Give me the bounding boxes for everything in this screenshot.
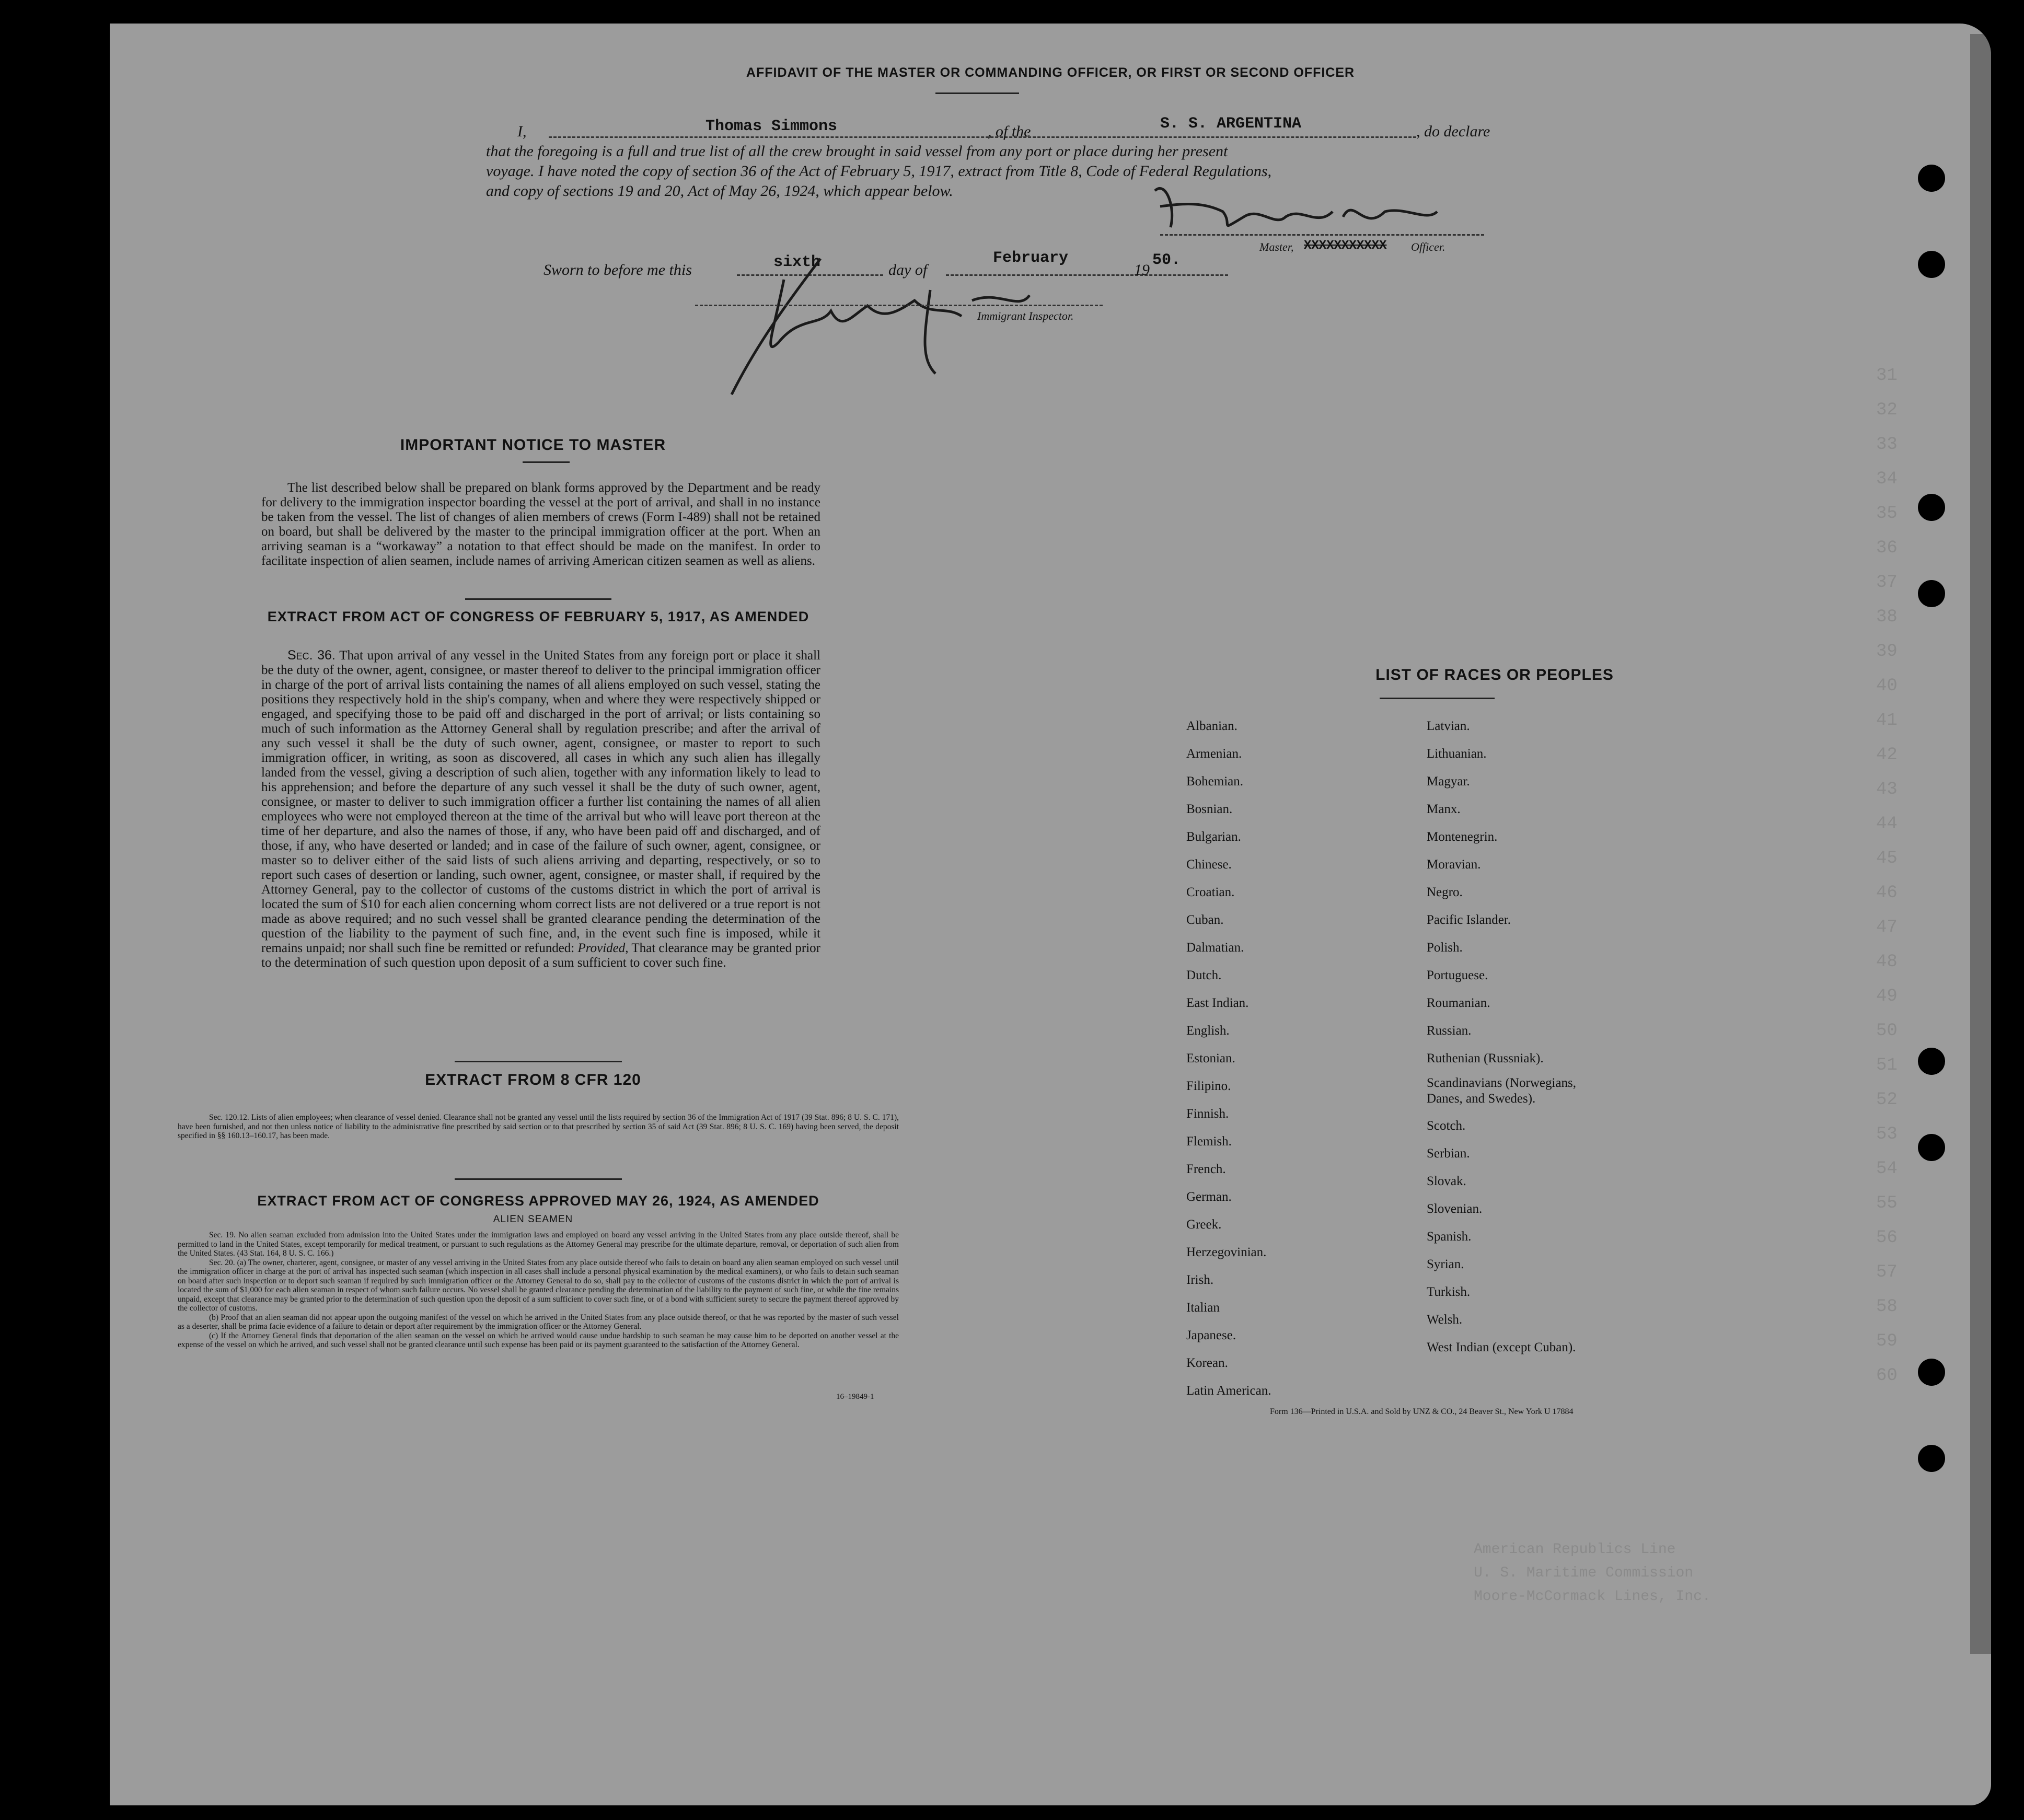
year-suffix-value: 50. — [1152, 251, 1181, 269]
affidavit-line-4: and copy of sections 19 and 20, Act of May 26, 1924, which appear below. — [486, 182, 953, 200]
affidavit-line-3: voyage. I have noted the copy of section 36 of the Act of February 5, 1917, extract from Title 8, Code of Federal Regulations, — [486, 163, 1272, 180]
race-item: Negro. — [1427, 885, 1463, 899]
bleed-row-number: 55 — [1876, 1193, 1898, 1213]
bleed-row-number: 59 — [1876, 1331, 1898, 1351]
punch-hole — [1918, 1048, 1945, 1075]
race-item: Estonian. — [1186, 1051, 1235, 1065]
punch-hole — [1918, 251, 1945, 278]
bleed-row-number: 58 — [1876, 1297, 1898, 1317]
bleed-row-number: 43 — [1876, 780, 1898, 799]
race-item: Dalmatian. — [1186, 941, 1244, 955]
race-item: Bosnian. — [1186, 802, 1233, 816]
race-item: Bohemian. — [1186, 774, 1244, 789]
punch-hole — [1918, 1445, 1945, 1472]
race-item: Spanish. — [1427, 1230, 1472, 1244]
bleed-row-number: 45 — [1876, 849, 1898, 868]
punch-hole — [1918, 1134, 1945, 1161]
struck-title: XXXXXXXXXXX — [1304, 239, 1387, 253]
document-page — [110, 24, 1991, 1805]
race-item: Filipino. — [1186, 1079, 1231, 1093]
race-item: Manx. — [1427, 802, 1461, 816]
bleed-row-number: 56 — [1876, 1228, 1898, 1248]
bleed-row-number: 50 — [1876, 1021, 1898, 1041]
race-item: Cuban. — [1186, 913, 1224, 927]
bleed-stamp-line: American Republics Line — [1474, 1541, 1676, 1558]
race-item: Welsh. — [1427, 1313, 1463, 1327]
race-item: Dutch. — [1186, 968, 1222, 982]
race-item: Roumanian. — [1427, 996, 1490, 1010]
form-footer: Form 136—Printed in U.S.A. and Sold by UNZ & CO., 24 Beaver St., New York U 17884 — [1270, 1407, 1574, 1416]
race-item: Bulgarian. — [1186, 830, 1241, 844]
act1924-sec20b: (b) Proof that an alien seaman did not appear upon the outgoing manifest of the vessel on which he arrived in the United States from any place outside thereof, or that he was reported by the master of such vessel as a deserter, shall be prima facie evidence of a failure to detain or deport after requirement by the immigration officer or the Attorney General. — [178, 1313, 899, 1331]
act1917-body-a: That upon arrival of any vessel in the United States from any foreign port or place it shall be the duty of the owner, agent, consignee, or master thereof to deliver to the principal immigration officer in charge of the port of arrival lists containing the names of all aliens employed on such vessel, stating the positions they respectively hold in the ship's company, when and where they were respectively shipped or engaged, and specifying those to be paid off and discharged in the port of arrival; or lists containing so much of such information as the Attorney General shall by regulation prescribe; and after the arrival of any such vessel it shall be the duty of such owner, agent, consignee, or master to report to such immigration officer, in writing, as soon as discovered, all cases in which any such alien has illegally landed from the vessel, giving a description of such alien, together with any information likely to lead to his apprehension; and before the departure of any such vessel it shall be the duty of such owner, agent, consignee, or master to deliver to such immigration officer a further list containing the names of all alien employees who were not employed thereon at the time of the arrival but who will leave port thereon at the time of her departure, and also the names of those, if any, who have been paid off and discharged, and of those, if any, who have deserted or landed; and in case of the failure of such owner, agent, consignee, or master so to deliver either of the said lists of such aliens arriving and departing, respectively, or so to report such cases of desertion or landing, such owner, agent, consignee, or master shall, if required by the Attorney General, pay to the collector of customs of the customs district in which the port of arrival is located the sum of $10 for each alien concerning whom correct lists are not delivered or a true report is not made as above required; and no such vessel shall be granted clearance pending the determination of the question of the liability to the payment of such fine, and, in the event such fine is imposed, while it remains unpaid; nor shall such fine be remitted or refunded: — [261, 648, 820, 955]
race-scandinavians — [1427, 1072, 1576, 1112]
race-item: Ruthenian (Russniak). — [1427, 1051, 1544, 1065]
day-of-label: day of — [888, 261, 928, 279]
year-prefix: 19 — [1134, 261, 1150, 279]
cfr-heading: EXTRACT FROM 8 CFR 120 — [425, 1071, 641, 1088]
race-item: Montenegrin. — [1427, 830, 1498, 844]
race-item: East Indian. — [1186, 996, 1249, 1010]
master-signature — [1144, 175, 1479, 248]
race-item: Russian. — [1427, 1024, 1472, 1038]
master-label: Master, — [1259, 240, 1294, 253]
bleed-row-number: 54 — [1876, 1159, 1898, 1179]
act1917-section-label: Sec. 36. — [287, 648, 336, 663]
punch-hole — [1918, 165, 1945, 192]
race-item: Italian — [1186, 1301, 1220, 1315]
races-column-2 — [1427, 712, 1576, 1361]
bleed-row-number: 36 — [1876, 538, 1898, 558]
race-item: Chinese. — [1186, 857, 1232, 872]
bleed-row-number: 31 — [1876, 366, 1898, 386]
race-item: Latin American. — [1186, 1384, 1271, 1398]
bleed-row-number: 40 — [1876, 676, 1898, 696]
race-item: English. — [1186, 1024, 1230, 1038]
act1924-body — [178, 1231, 899, 1350]
cfr-divider — [455, 1178, 622, 1180]
notice-divider — [465, 598, 611, 600]
race-item: Korean. — [1186, 1356, 1228, 1370]
vessel-name-value: S. S. ARGENTINA — [1160, 115, 1302, 133]
race-item: Slovenian. — [1427, 1202, 1483, 1216]
race-item: Croatian. — [1186, 885, 1235, 899]
bleed-stamp-line: U. S. Maritime Commission — [1474, 1565, 1694, 1581]
race-item: Japanese. — [1186, 1328, 1236, 1342]
act1917-body-b: That clearance may be granted prior to the determination of such question upon deposit of a sum sufficient to cover such fine. — [261, 941, 821, 970]
race-item: Finnish. — [1186, 1107, 1229, 1121]
races-heading: LIST OF RACES OR PEOPLES — [1375, 666, 1614, 683]
races-rule — [1380, 698, 1495, 699]
act1924-heading: EXTRACT FROM ACT OF CONGRESS APPROVED MAY 26, 1924, AS AMENDED — [257, 1193, 819, 1209]
race-item: Lithuanian. — [1427, 747, 1487, 761]
sworn-month-value: February — [993, 249, 1069, 267]
races-column-2a — [1427, 712, 1576, 1072]
master-name-value: Thomas Simmons — [705, 118, 838, 135]
race-item: West Indian (except Cuban). — [1427, 1340, 1576, 1354]
bleed-row-number: 49 — [1876, 987, 1898, 1006]
bleed-row-number: 47 — [1876, 918, 1898, 937]
notice-rule — [523, 461, 570, 463]
bleed-row-number: 44 — [1876, 814, 1898, 834]
act1917-provided: Provided, — [577, 941, 629, 955]
inspector-label: Immigrant Inspector. — [977, 309, 1074, 322]
race-item: Turkish. — [1427, 1285, 1471, 1299]
cfr-text: Sec. 120.12. Lists of alien employees; when clearance of vessel denied. Clearance shall not be granted any vessel until the lists required by section 36 of the Immigration Act of 1917 (39 Stat. 896; 8 U. S. C. 171), have been furnished, and not then unless notice of liability to the administrative fine prescribed by said section or to that prescribed by section 35 of said Act (39 Stat. 896; 8 U. S. C. 169) having been served, the deposit specified in §§ 160.13–160.17, has been made. — [178, 1113, 899, 1140]
race-item: Polish. — [1427, 941, 1463, 955]
bleed-row-number: 39 — [1876, 642, 1898, 662]
notice-heading: IMPORTANT NOTICE TO MASTER — [400, 436, 666, 454]
race-item: Portuguese. — [1427, 968, 1488, 982]
race-item: Pacific Islander. — [1427, 913, 1511, 927]
bleed-stamp-line: Moore-McCormack Lines, Inc. — [1474, 1589, 1711, 1605]
act1917-divider — [455, 1061, 622, 1062]
act1924-sec19: Sec. 19. No alien seaman excluded from admission into the United States under the immigration laws and employed on board any vessel arriving in the United States from any place outside thereof, shall be permitted to land in the United States, except temporarily for medical treatment, or pursuant to such regulations as the Attorney General may prescribe for the ultimate departure, removal, or deportation of such alien from the United States. (43 Stat. 164, 8 U. S. C. 166.) — [178, 1231, 899, 1258]
affidavit-i: I, — [517, 123, 527, 140]
bleed-row-number: 34 — [1876, 469, 1898, 489]
do-declare-label: , do declare — [1416, 123, 1490, 140]
race-item: Slovak. — [1427, 1174, 1466, 1188]
bleed-row-number: 57 — [1876, 1262, 1898, 1282]
bleed-row-number: 52 — [1876, 1090, 1898, 1110]
race-item: German. — [1186, 1190, 1232, 1204]
race-item: Armenian. — [1186, 747, 1242, 761]
race-scandinavians-line2: Danes, and Swedes). — [1427, 1092, 1536, 1106]
bleed-row-number: 60 — [1876, 1366, 1898, 1386]
race-item: Magyar. — [1427, 774, 1470, 789]
bleed-row-number: 32 — [1876, 400, 1898, 420]
punch-hole — [1918, 494, 1945, 521]
notice-text: The list described below shall be prepared on blank forms approved by the Department and be ready for delivery to the immigration inspector boarding the vessel at the port of arrival, and shall in no instance be taken from the vessel. The list of changes of alien members of crews (Form I-489) shall not be retained on board, but shall be delivered by the master to the principal immigration officer at the port. When an arriving seaman is a “workaway” a notation to that effect should be made on the manifest. In order to facilitate inspection of alien seamen, include names of arriving American citizen seamen as well as aliens. — [261, 481, 820, 568]
race-item: Greek. — [1186, 1218, 1222, 1232]
race-item: Herzegovinian. — [1186, 1245, 1267, 1259]
heading-rule — [935, 92, 1019, 94]
race-item: Scotch. — [1427, 1119, 1466, 1133]
race-item: Syrian. — [1427, 1257, 1464, 1271]
bleed-row-number: 46 — [1876, 883, 1898, 903]
inspector-underline — [695, 305, 1103, 306]
races-column-2b — [1427, 1112, 1576, 1361]
bleed-row-number: 37 — [1876, 573, 1898, 593]
of-the-label: , of the — [988, 123, 1031, 140]
vessel-underline — [1061, 136, 1416, 138]
page-edge-shadow — [1970, 34, 1991, 1654]
bleed-row-number: 48 — [1876, 952, 1898, 972]
bleed-row-number: 51 — [1876, 1056, 1898, 1075]
master-underline — [1160, 234, 1484, 236]
act1917-heading: EXTRACT FROM ACT OF CONGRESS OF FEBRUARY 5, 1917, AS AMENDED — [267, 609, 809, 624]
officer-label: Officer. — [1411, 240, 1445, 253]
act1924-subheading: ALIEN SEAMEN — [493, 1214, 573, 1225]
race-item: Irish. — [1186, 1273, 1214, 1287]
bleed-row-number: 42 — [1876, 745, 1898, 765]
punch-hole — [1918, 580, 1945, 607]
bleed-row-number: 53 — [1876, 1125, 1898, 1144]
act1917-text — [261, 648, 820, 970]
race-item: Serbian. — [1427, 1146, 1470, 1161]
race-item: Flemish. — [1186, 1134, 1232, 1149]
race-item: Latvian. — [1427, 719, 1470, 733]
act1924-sec20c: (c) If the Attorney General finds that deportation of the alien seaman on the vessel on which he arrived would cause undue hardship to such seaman he may cause him to be deported on another vessel at the expense of the vessel on which he arrived, and such vessel shall not be granted clearance until such expense has been paid or its payment guaranteed to the satisfaction of the Attorney General. — [178, 1331, 899, 1349]
bleed-row-number: 41 — [1876, 711, 1898, 731]
act1924-form-number: 16–19849-1 — [836, 1393, 874, 1401]
affidavit-line-2: that the foregoing is a full and true list of all the crew brought in said vessel from any port or place during her present — [486, 143, 1228, 160]
bleed-row-number: 35 — [1876, 504, 1898, 524]
bleed-row-number: 38 — [1876, 607, 1898, 627]
act1924-sec20a: Sec. 20. (a) The owner, charterer, agent, consignee, or master of any vessel arriving in the United States from any place outside thereof who fails to detain on board any alien seaman employed on such vessel until the immigration officer in charge at the port of arrival has inspected such seaman (which inspection in all cases shall include a personal physical examination by the medical examiners), or who fails to detain such seaman on board after such inspection or to deport such seaman if required by such immigration officer or the Attorney General to do so, shall pay to the collector of customs of the customs district in which the port of arrival is located the sum of $1,000 for each alien seaman in respect of whom such failure occurs. No vessel shall be granted clearance pending the determination of the liability to the payment of such fine, or while the fine remains unpaid, except that clearance may be granted prior to the determination of such question upon the deposit of a sum sufficient to cover such fine, or of a bond with sufficient surety to secure the payment thereof approved by the collector of customs. — [178, 1258, 899, 1313]
race-item: Moravian. — [1427, 857, 1481, 872]
sworn-label: Sworn to before me this — [543, 261, 692, 279]
races-column-1 — [1186, 712, 1271, 1405]
sworn-day-value: sixth — [773, 253, 821, 271]
race-item: Albanian. — [1186, 719, 1237, 733]
race-item: French. — [1186, 1162, 1226, 1176]
race-scandinavians-line1: Scandinavians (Norwegians, — [1427, 1076, 1577, 1090]
affidavit-heading: AFFIDAVIT OF THE MASTER OR COMMANDING OFFICER, OR FIRST OR SECOND OFFICER — [746, 65, 1355, 80]
punch-hole — [1918, 1359, 1945, 1386]
bleed-row-number: 33 — [1876, 435, 1898, 455]
